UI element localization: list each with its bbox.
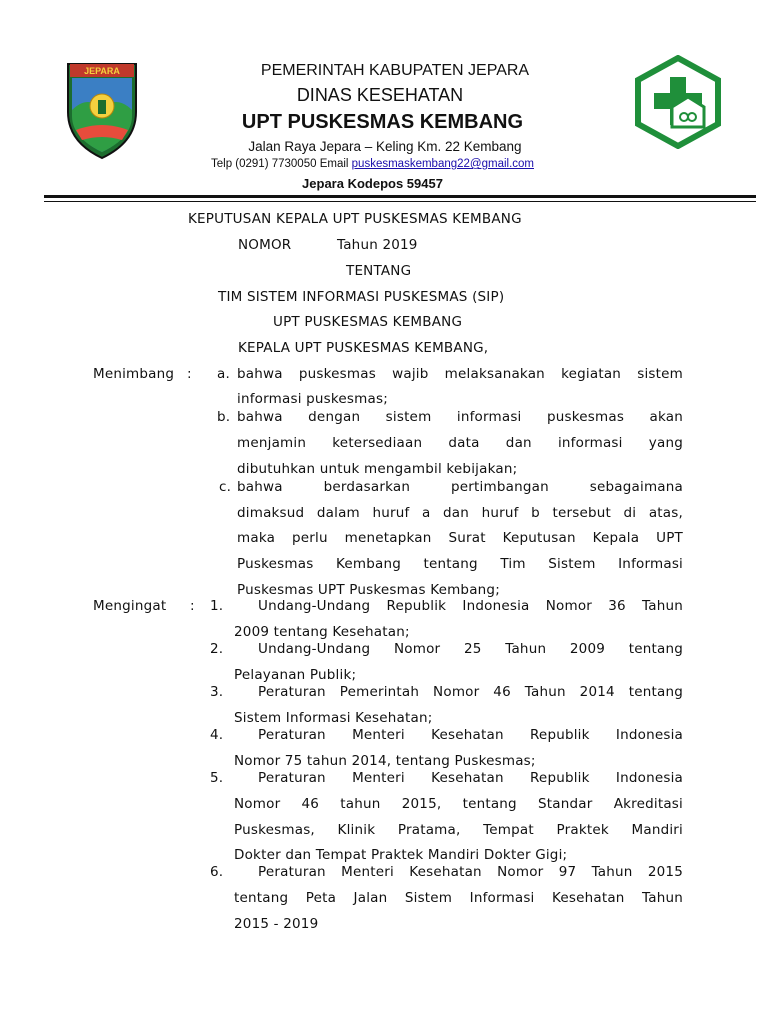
decree-unit: UPT PUSKESMAS KEMBANG <box>273 314 463 330</box>
tentang-heading: TENTANG <box>346 263 412 279</box>
mengingat-line: Undang-Undang Republik Indonesia Nomor 36 Tahun <box>258 598 683 614</box>
menimbang-line: informasi puskesmas; <box>237 391 388 407</box>
menimbang-line: bahwa dengan sistem informasi puskesmas akan <box>237 409 683 425</box>
department-name: DINAS KESEHATAN <box>296 85 464 105</box>
mengingat-label: Mengingat <box>93 598 167 614</box>
mengingat-line: Pelayanan Publik; <box>234 667 357 683</box>
menimbang-line: dibutuhkan untuk mengambil kebijakan; <box>237 461 518 477</box>
decree-title: KEPUTUSAN KEPALA UPT PUSKESMAS KEMBANG <box>188 211 522 227</box>
phone-text: Telp (0291) 7730050 Email <box>211 158 352 170</box>
mengingat-marker: 2. <box>210 641 224 657</box>
mengingat-line: Dokter dan Tempat Praktek Mandiri Dokter Gigi; <box>234 847 568 863</box>
address: Jalan Raya Jepara – Keling Km. 22 Kembang <box>248 139 522 154</box>
menimbang-line: maka perlu menetapkan Surat Keputusan Kepala UPT <box>237 530 683 546</box>
menimbang-line: bahwa puskesmas wajib melaksanakan kegiatan sistem <box>237 366 683 382</box>
mengingat-marker: 4. <box>210 727 224 743</box>
mengingat-line: Sistem Informasi Kesehatan; <box>234 710 433 726</box>
letterhead-rule-thick <box>44 195 756 198</box>
contact-line <box>180 158 565 170</box>
mengingat-line: Peraturan Menteri Kesehatan Republik Indonesia <box>258 770 683 786</box>
menimbang-label: Menimbang <box>93 366 175 382</box>
postal-code: Jepara Kodepos 59457 <box>302 176 443 191</box>
mengingat-marker: 3. <box>210 684 224 700</box>
menimbang-marker: b. <box>217 409 231 425</box>
menimbang-line: Puskesmas Kembang tentang Tim Sistem Informasi <box>237 556 683 572</box>
mengingat-line: Undang-Undang Nomor 25 Tahun 2009 tentang <box>258 641 683 657</box>
jepara-regency-logo <box>62 60 142 160</box>
menimbang-line: dimaksud dalam huruf a dan huruf b tersebut di atas, <box>237 505 683 521</box>
mengingat-line: Peraturan Pemerintah Nomor 46 Tahun 2014 tentang <box>258 684 683 700</box>
mengingat-marker: 5. <box>210 770 224 786</box>
letterhead-rule-thin <box>44 201 756 202</box>
decree-subject: TIM SISTEM INFORMASI PUSKESMAS (SIP) <box>218 289 505 305</box>
menimbang-marker: c. <box>219 479 232 495</box>
mengingat-line: 2015 - 2019 <box>234 916 319 932</box>
menimbang-line: Puskesmas UPT Puskesmas Kembang; <box>237 582 500 598</box>
mengingat-line: Peraturan Menteri Kesehatan Republik Indonesia <box>258 727 683 743</box>
mengingat-line: Nomor 46 tahun 2015, tentang Standar Akreditasi <box>234 796 683 812</box>
decree-issuer: KEPALA UPT PUSKESMAS KEMBANG, <box>238 340 489 356</box>
mengingat-line: 2009 tentang Kesehatan; <box>234 624 410 640</box>
menimbang-line: bahwa berdasarkan pertimbangan sebagaimana <box>237 479 683 495</box>
mengingat-marker: 6. <box>210 864 224 880</box>
menimbang-colon: : <box>187 366 192 382</box>
mengingat-line: Peraturan Menteri Kesehatan Nomor 97 Tahun 2015 <box>258 864 683 880</box>
logo-text: JEPARA <box>84 66 120 76</box>
menimbang-line: menjamin ketersediaan data dan informasi yang <box>237 435 683 451</box>
mengingat-line: Puskesmas, Klinik Pratama, Tempat Praktek Mandiri <box>234 822 683 838</box>
mengingat-colon: : <box>190 598 195 614</box>
decree-year: Tahun 2019 <box>337 237 418 253</box>
mengingat-line: Nomor 75 tahun 2014, tentang Puskesmas; <box>234 753 536 769</box>
puskesmas-logo <box>632 55 724 149</box>
menimbang-marker: a. <box>217 366 230 382</box>
government-name: PEMERINTAH KABUPATEN JEPARA <box>260 62 530 79</box>
mengingat-marker: 1. <box>210 598 224 614</box>
nomor-label: NOMOR <box>238 237 292 253</box>
email-link[interactable]: puskesmaskembang22@gmail.com <box>351 158 534 170</box>
institution-name: UPT PUSKESMAS KEMBANG <box>241 111 524 133</box>
mengingat-line: tentang Peta Jalan Sistem Informasi Kesehatan Tahun <box>234 890 683 906</box>
